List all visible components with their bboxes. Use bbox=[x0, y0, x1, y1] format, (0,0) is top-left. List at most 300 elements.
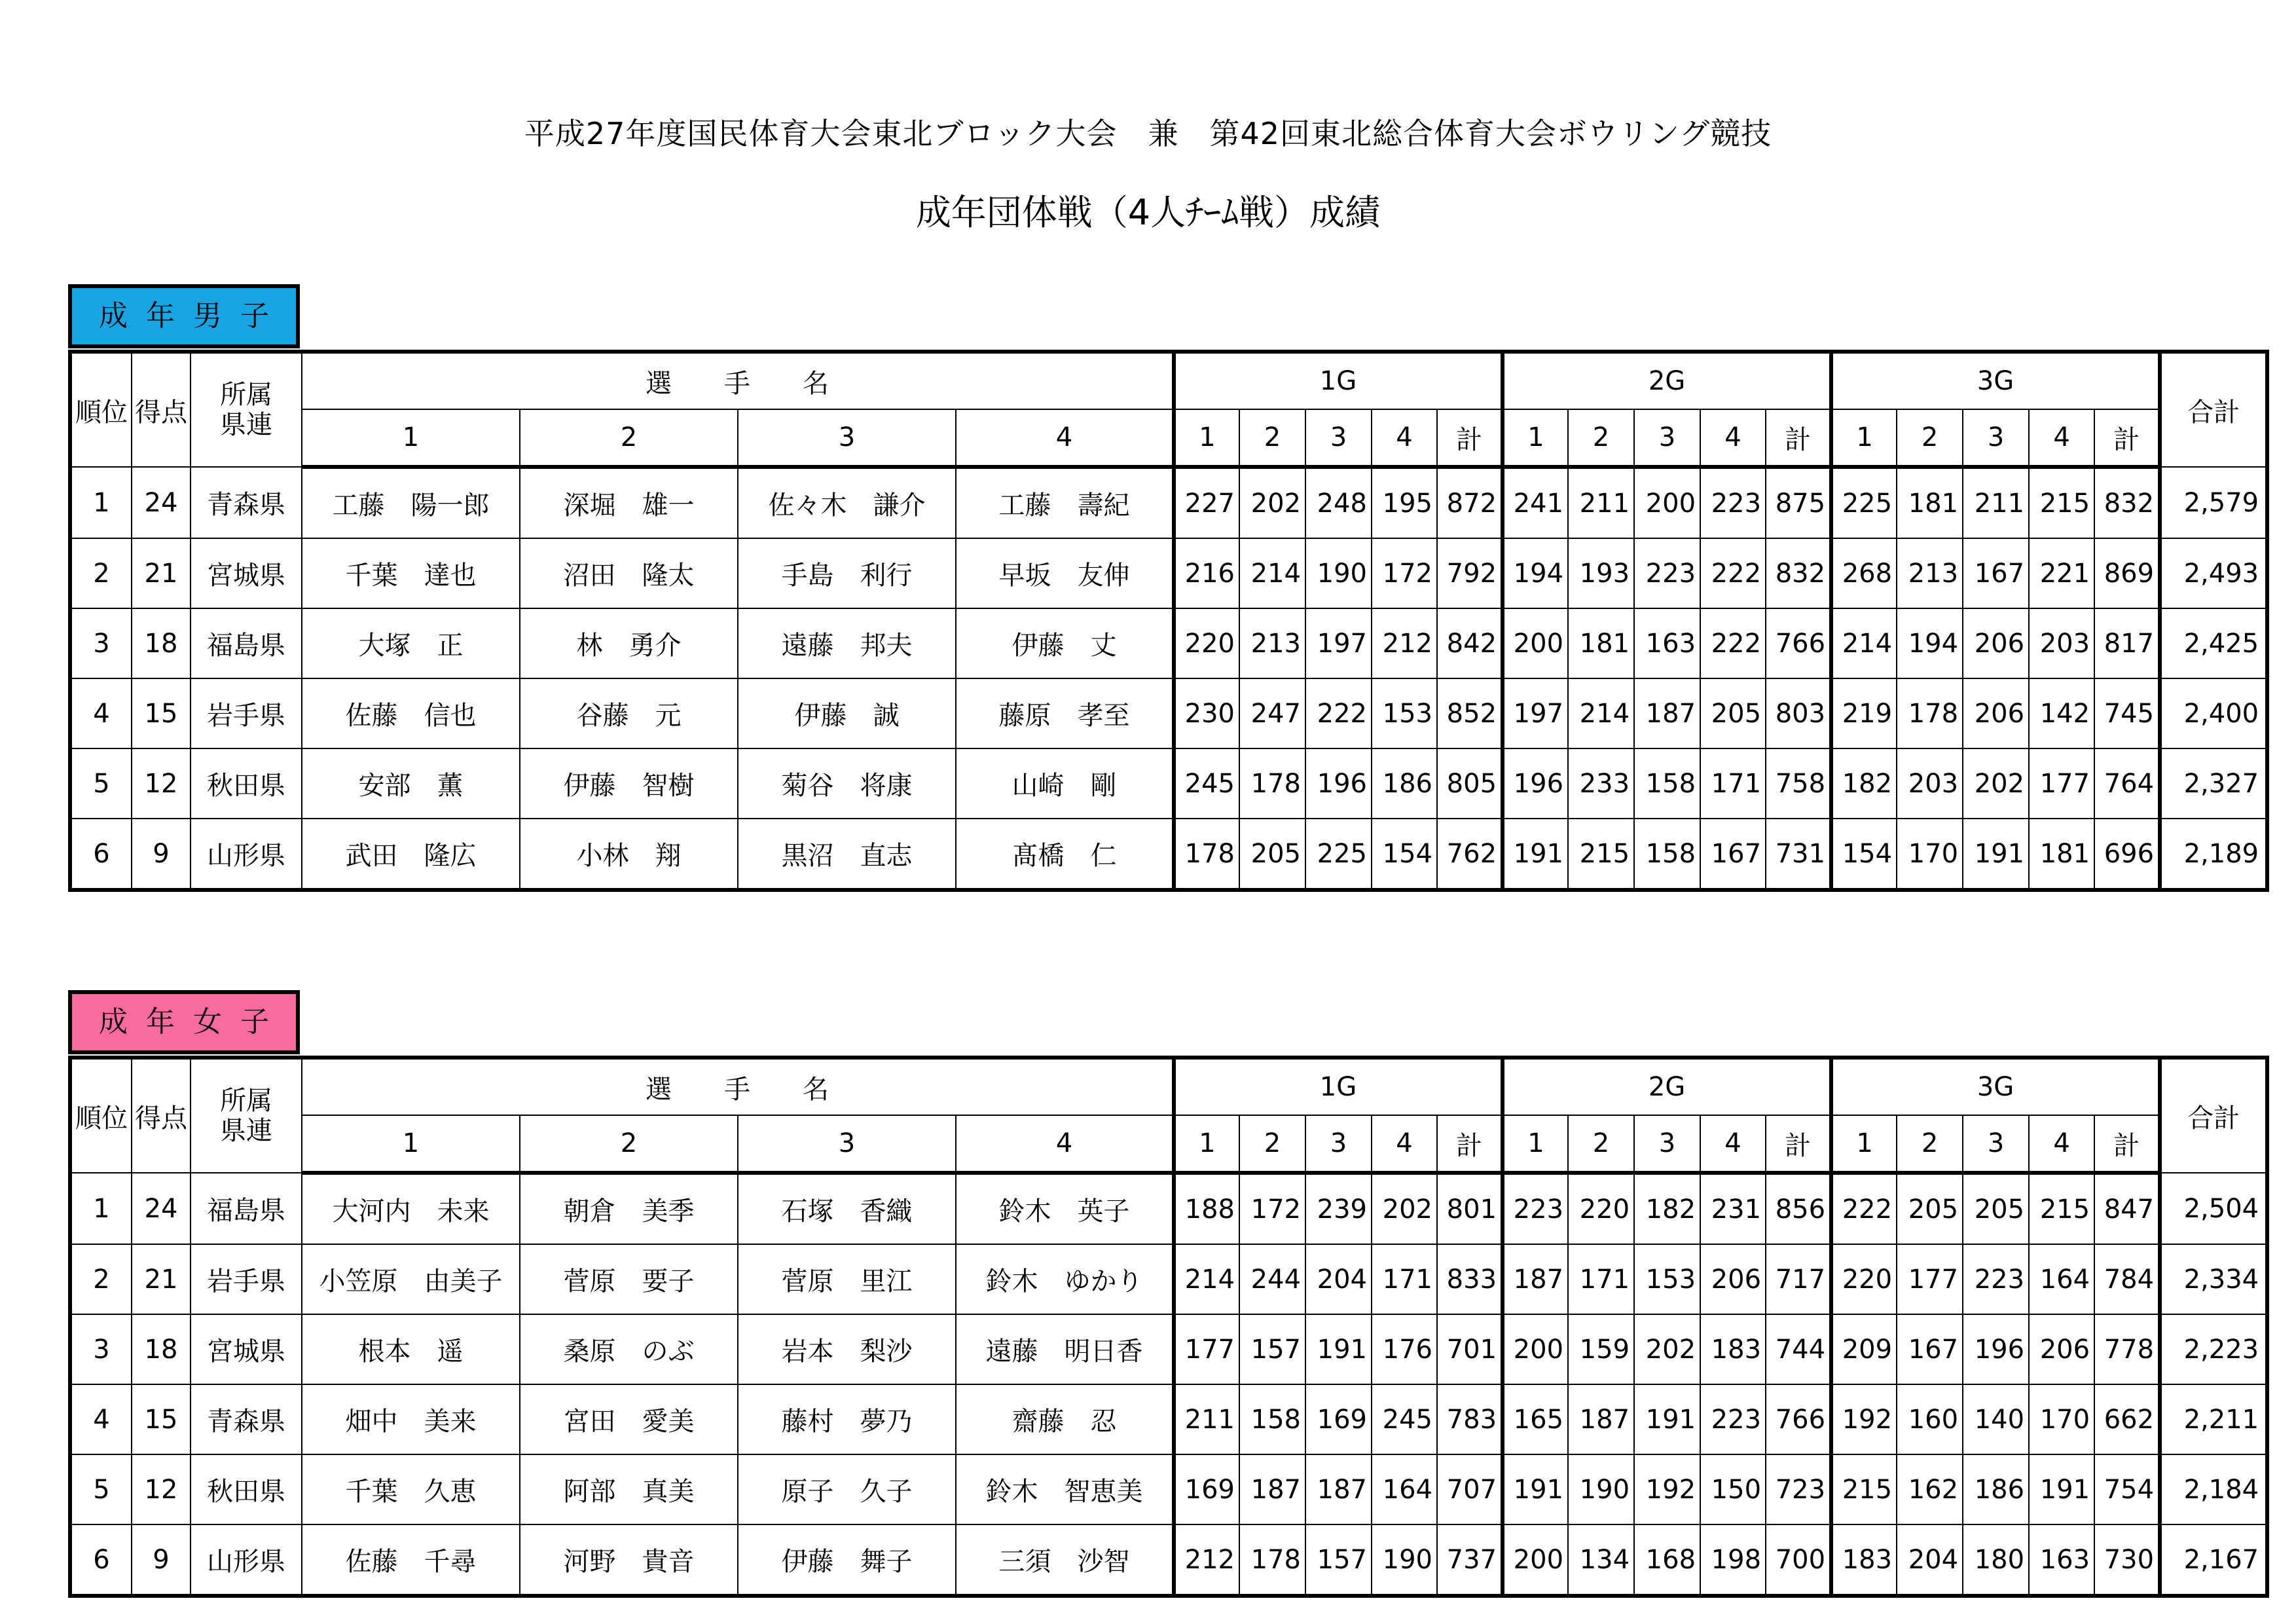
game-score-cell: 190 bbox=[1372, 1524, 1437, 1596]
header-player-1: 1 bbox=[302, 409, 520, 467]
game-score-cell: 180 bbox=[1963, 1524, 2029, 1596]
player-surname: 小林 bbox=[576, 841, 629, 871]
header-game1-player-4: 4 bbox=[1372, 1115, 1437, 1173]
game-score-cell: 164 bbox=[2029, 1244, 2094, 1314]
game-score-cell: 193 bbox=[1568, 538, 1634, 608]
prefecture-cell: 青森県 bbox=[191, 1384, 302, 1454]
player-name-cell bbox=[302, 1524, 520, 1596]
player-given-name: 貴音 bbox=[642, 1547, 695, 1577]
game-score-cell: 181 bbox=[1568, 608, 1634, 678]
game-score-cell: 211 bbox=[1568, 467, 1634, 538]
header-game3-player-4: 4 bbox=[2029, 1115, 2094, 1173]
game-score-cell: 215 bbox=[2029, 1173, 2094, 1244]
player-surname: 山崎 bbox=[1011, 771, 1065, 801]
game-score-cell: 165 bbox=[1503, 1384, 1568, 1454]
player-name-cell bbox=[738, 538, 956, 608]
game-score-cell: 158 bbox=[1634, 819, 1700, 890]
player-given-name: 沙智 bbox=[1077, 1547, 1130, 1577]
player-name-cell bbox=[956, 1244, 1174, 1314]
header-game1-player-2: 2 bbox=[1239, 409, 1305, 467]
game-score-cell: 209 bbox=[1831, 1314, 1897, 1384]
game-score-cell: 158 bbox=[1239, 1384, 1305, 1454]
player-given-name: ゆかり bbox=[1064, 1266, 1143, 1297]
game-score-cell: 154 bbox=[1372, 819, 1437, 890]
player-name-cell bbox=[520, 1454, 738, 1524]
game-score-cell: 205 bbox=[1700, 678, 1766, 748]
game-score-cell: 169 bbox=[1305, 1384, 1372, 1454]
game-score-cell: 198 bbox=[1700, 1524, 1766, 1596]
game-score-cell: 214 bbox=[1239, 538, 1305, 608]
table-row bbox=[70, 1384, 2267, 1454]
player-surname: 伊藤 bbox=[563, 771, 616, 801]
game-sum-cell: 764 bbox=[2094, 748, 2160, 819]
player-surname: 朝倉 bbox=[563, 1196, 616, 1227]
player-given-name: 利行 bbox=[860, 561, 913, 591]
game-score-cell: 211 bbox=[1963, 467, 2029, 538]
game-score-cell: 214 bbox=[1568, 678, 1634, 748]
player-surname: 武田 bbox=[345, 841, 398, 871]
game-score-cell: 245 bbox=[1174, 748, 1239, 819]
rank-cell: 4 bbox=[70, 1384, 132, 1454]
player-name-cell bbox=[302, 1244, 520, 1314]
player-surname: 原子 bbox=[781, 1477, 834, 1507]
player-surname: 伊藤 bbox=[794, 701, 847, 731]
header-game1-player-3: 3 bbox=[1305, 409, 1372, 467]
player-name-cell bbox=[738, 1314, 956, 1384]
game-score-cell: 206 bbox=[1963, 608, 2029, 678]
player-surname: 阿部 bbox=[563, 1477, 616, 1507]
player-surname: 菅原 bbox=[781, 1266, 834, 1297]
game-sum-cell: 744 bbox=[1766, 1314, 1831, 1384]
player-name-cell bbox=[302, 1314, 520, 1384]
game-score-cell: 183 bbox=[1831, 1524, 1897, 1596]
player-surname: 三須 bbox=[998, 1547, 1051, 1577]
game-sum-cell: 731 bbox=[1766, 819, 1831, 890]
player-given-name: 元 bbox=[655, 701, 682, 731]
game-score-cell: 194 bbox=[1897, 608, 1963, 678]
game-sum-cell: 700 bbox=[1766, 1524, 1831, 1596]
game-score-cell: 206 bbox=[1963, 678, 2029, 748]
header-players: 選 手 名 bbox=[302, 352, 1174, 409]
header-game1-player-4: 4 bbox=[1372, 409, 1437, 467]
player-surname: 沼田 bbox=[563, 561, 616, 591]
game-sum-cell: 801 bbox=[1437, 1173, 1503, 1244]
player-name-cell bbox=[520, 819, 738, 890]
header-game3-player-2: 2 bbox=[1897, 409, 1963, 467]
table-row bbox=[70, 678, 2267, 748]
player-surname: 髙橋 bbox=[1011, 841, 1065, 871]
player-name-cell bbox=[520, 1314, 738, 1384]
prefecture-cell: 青森県 bbox=[191, 467, 302, 538]
game-score-cell: 168 bbox=[1634, 1524, 1700, 1596]
game-score-cell: 241 bbox=[1503, 467, 1568, 538]
game-score-cell: 233 bbox=[1568, 748, 1634, 819]
game-score-cell: 202 bbox=[1634, 1314, 1700, 1384]
game-sum-cell: 842 bbox=[1437, 608, 1503, 678]
game-score-cell: 223 bbox=[1634, 538, 1700, 608]
section-label-men: 成年男子 bbox=[68, 284, 300, 348]
game-score-cell: 223 bbox=[1700, 467, 1766, 538]
header-player-1: 1 bbox=[302, 1115, 520, 1173]
game-score-cell: 170 bbox=[1897, 819, 1963, 890]
game-sum-cell: 869 bbox=[2094, 538, 2160, 608]
game-score-cell: 187 bbox=[1239, 1454, 1305, 1524]
game-sum-cell: 717 bbox=[1766, 1244, 1831, 1314]
game-score-cell: 191 bbox=[1503, 1454, 1568, 1524]
points-cell: 9 bbox=[132, 1524, 191, 1596]
game-sum-cell: 832 bbox=[2094, 467, 2160, 538]
game-sum-cell: 778 bbox=[2094, 1314, 2160, 1384]
player-given-name: 智樹 bbox=[642, 771, 695, 801]
game-score-cell: 223 bbox=[1700, 1384, 1766, 1454]
player-surname: 畑中 bbox=[345, 1407, 398, 1437]
table-row bbox=[70, 819, 2267, 890]
game-score-cell: 159 bbox=[1568, 1314, 1634, 1384]
player-given-name: 千尋 bbox=[424, 1547, 477, 1577]
game-score-cell: 202 bbox=[1372, 1173, 1437, 1244]
game-score-cell: 153 bbox=[1634, 1244, 1700, 1314]
player-surname: 佐藤 bbox=[345, 701, 398, 731]
game-score-cell: 219 bbox=[1831, 678, 1897, 748]
header-game3-player-3: 3 bbox=[1963, 409, 2029, 467]
game-score-cell: 178 bbox=[1174, 819, 1239, 890]
game-score-cell: 188 bbox=[1174, 1173, 1239, 1244]
player-name-cell bbox=[956, 1524, 1174, 1596]
player-given-name: 由美子 bbox=[424, 1266, 503, 1297]
total-score-cell: 2,504 bbox=[2160, 1173, 2267, 1244]
game-score-cell: 140 bbox=[1963, 1384, 2029, 1454]
header-game2-sum: 計 bbox=[1766, 1115, 1831, 1173]
header-game1: 1G bbox=[1174, 1058, 1503, 1115]
header-player-4: 4 bbox=[956, 1115, 1174, 1173]
player-name-cell bbox=[520, 748, 738, 819]
points-cell: 15 bbox=[132, 1384, 191, 1454]
player-surname: 小笠原 bbox=[319, 1266, 398, 1297]
player-given-name: 陽一郎 bbox=[410, 490, 490, 521]
game-score-cell: 215 bbox=[2029, 467, 2094, 538]
player-name-cell bbox=[738, 1524, 956, 1596]
game-score-cell: 223 bbox=[1503, 1173, 1568, 1244]
player-surname: 伊藤 bbox=[781, 1547, 834, 1577]
game-score-cell: 222 bbox=[1305, 678, 1372, 748]
header-points: 得点 bbox=[132, 352, 191, 467]
game-score-cell: 167 bbox=[1897, 1314, 1963, 1384]
header-total: 合計 bbox=[2160, 1058, 2267, 1173]
prefecture-cell: 岩手県 bbox=[191, 1244, 302, 1314]
game-score-cell: 239 bbox=[1305, 1173, 1372, 1244]
player-given-name: 仁 bbox=[1090, 841, 1117, 871]
game-score-cell: 205 bbox=[1897, 1173, 1963, 1244]
player-name-cell bbox=[302, 678, 520, 748]
game-score-cell: 200 bbox=[1503, 608, 1568, 678]
game-score-cell: 244 bbox=[1239, 1244, 1305, 1314]
player-given-name: 達也 bbox=[424, 561, 477, 591]
player-name-cell bbox=[738, 1173, 956, 1244]
header-game3-player-1: 1 bbox=[1831, 1115, 1897, 1173]
player-name-cell bbox=[956, 1314, 1174, 1384]
header-prefecture bbox=[191, 352, 302, 467]
player-given-name: 英子 bbox=[1077, 1196, 1130, 1227]
game-score-cell: 215 bbox=[1568, 819, 1634, 890]
player-given-name: 隆広 bbox=[424, 841, 477, 871]
game-score-cell: 195 bbox=[1372, 467, 1437, 538]
game-sum-cell: 803 bbox=[1766, 678, 1831, 748]
player-given-name: 明日香 bbox=[1064, 1337, 1143, 1367]
total-score-cell: 2,167 bbox=[2160, 1524, 2267, 1596]
game-sum-cell: 856 bbox=[1766, 1173, 1831, 1244]
game-sum-cell: 766 bbox=[1766, 608, 1831, 678]
player-given-name: 誠 bbox=[873, 701, 900, 731]
header-game2-player-2: 2 bbox=[1568, 409, 1634, 467]
game-score-cell: 191 bbox=[1305, 1314, 1372, 1384]
total-score-cell: 2,211 bbox=[2160, 1384, 2267, 1454]
player-name-cell bbox=[738, 467, 956, 538]
table-row bbox=[70, 1244, 2267, 1314]
rank-cell: 4 bbox=[70, 678, 132, 748]
game-score-cell: 248 bbox=[1305, 467, 1372, 538]
game-score-cell: 212 bbox=[1174, 1524, 1239, 1596]
game-score-cell: 157 bbox=[1305, 1524, 1372, 1596]
game-sum-cell: 792 bbox=[1437, 538, 1503, 608]
player-name-cell bbox=[302, 1384, 520, 1454]
game-score-cell: 190 bbox=[1305, 538, 1372, 608]
game-score-cell: 178 bbox=[1239, 1524, 1305, 1596]
game-score-cell: 157 bbox=[1239, 1314, 1305, 1384]
table-row bbox=[70, 748, 2267, 819]
player-name-cell bbox=[302, 1173, 520, 1244]
prefecture-cell: 福島県 bbox=[191, 1173, 302, 1244]
player-given-name: 梨沙 bbox=[860, 1337, 913, 1367]
rank-cell: 1 bbox=[70, 1173, 132, 1244]
game-sum-cell: 737 bbox=[1437, 1524, 1503, 1596]
player-given-name: 正 bbox=[437, 631, 464, 661]
player-given-name: 将康 bbox=[860, 771, 913, 801]
game-sum-cell: 762 bbox=[1437, 819, 1503, 890]
player-given-name: 翔 bbox=[655, 841, 682, 871]
results-table-women bbox=[68, 1056, 2269, 1598]
header-game3-sum: 計 bbox=[2094, 409, 2160, 467]
game-score-cell: 196 bbox=[1305, 748, 1372, 819]
player-name-cell bbox=[520, 1244, 738, 1314]
player-surname: 早坂 bbox=[998, 561, 1051, 591]
game-sum-cell: 723 bbox=[1766, 1454, 1831, 1524]
game-score-cell: 211 bbox=[1174, 1384, 1239, 1454]
game-score-cell: 150 bbox=[1700, 1454, 1766, 1524]
player-name-cell bbox=[738, 1454, 956, 1524]
rank-cell: 6 bbox=[70, 819, 132, 890]
player-given-name: 信也 bbox=[424, 701, 477, 731]
game-score-cell: 162 bbox=[1897, 1454, 1963, 1524]
points-cell: 21 bbox=[132, 538, 191, 608]
header-game2-player-4: 4 bbox=[1700, 1115, 1766, 1173]
player-given-name: 久恵 bbox=[424, 1477, 477, 1507]
player-name-cell bbox=[520, 1524, 738, 1596]
game-sum-cell: 833 bbox=[1437, 1244, 1503, 1314]
header-game2-player-2: 2 bbox=[1568, 1115, 1634, 1173]
header-game1-player-1: 1 bbox=[1174, 1115, 1239, 1173]
table-row bbox=[70, 538, 2267, 608]
game-score-cell: 197 bbox=[1503, 678, 1568, 748]
header-game2-player-1: 1 bbox=[1503, 1115, 1568, 1173]
player-given-name: 勇介 bbox=[629, 631, 682, 661]
rank-cell: 3 bbox=[70, 608, 132, 678]
header-game2-player-3: 3 bbox=[1634, 409, 1700, 467]
player-name-cell bbox=[520, 1173, 738, 1244]
game-score-cell: 214 bbox=[1831, 608, 1897, 678]
game-score-cell: 206 bbox=[2029, 1314, 2094, 1384]
game-score-cell: 227 bbox=[1174, 467, 1239, 538]
game-sum-cell: 783 bbox=[1437, 1384, 1503, 1454]
player-surname: 工藤 bbox=[332, 490, 385, 521]
player-surname: 千葉 bbox=[345, 1477, 398, 1507]
player-surname: 宮田 bbox=[563, 1407, 616, 1437]
points-cell: 9 bbox=[132, 819, 191, 890]
game-score-cell: 220 bbox=[1831, 1244, 1897, 1314]
game-score-cell: 160 bbox=[1897, 1384, 1963, 1454]
player-given-name: 丈 bbox=[1090, 631, 1117, 661]
player-name-cell bbox=[520, 608, 738, 678]
game-score-cell: 268 bbox=[1831, 538, 1897, 608]
game-sum-cell: 817 bbox=[2094, 608, 2160, 678]
table-row bbox=[70, 467, 2267, 538]
player-given-name: 遥 bbox=[437, 1337, 464, 1367]
header-game2-player-1: 1 bbox=[1503, 409, 1568, 467]
game-score-cell: 230 bbox=[1174, 678, 1239, 748]
game-score-cell: 220 bbox=[1174, 608, 1239, 678]
game-score-cell: 169 bbox=[1174, 1454, 1239, 1524]
player-name-cell bbox=[956, 1454, 1174, 1524]
header-total: 合計 bbox=[2160, 352, 2267, 467]
game-score-cell: 197 bbox=[1305, 608, 1372, 678]
total-score-cell: 2,579 bbox=[2160, 467, 2267, 538]
player-given-name: 舞子 bbox=[860, 1547, 913, 1577]
player-surname: 黒沼 bbox=[781, 841, 834, 871]
game-score-cell: 187 bbox=[1568, 1384, 1634, 1454]
player-surname: 鈴木 bbox=[998, 1196, 1051, 1227]
game-score-cell: 190 bbox=[1568, 1454, 1634, 1524]
header-game3-player-3: 3 bbox=[1963, 1115, 2029, 1173]
player-name-cell bbox=[956, 1173, 1174, 1244]
document-title: 平成27年度国民体育大会東北ブロック大会 兼 第42回東北総合体育大会ボウリング競技 bbox=[524, 116, 1772, 151]
header-player-3: 3 bbox=[738, 409, 956, 467]
game-sum-cell: 758 bbox=[1766, 748, 1831, 819]
player-name-cell bbox=[956, 678, 1174, 748]
header-game3-player-1: 1 bbox=[1831, 409, 1897, 467]
player-given-name: 美来 bbox=[424, 1407, 477, 1437]
game-score-cell: 171 bbox=[1568, 1244, 1634, 1314]
game-score-cell: 158 bbox=[1634, 748, 1700, 819]
player-name-cell bbox=[738, 819, 956, 890]
header-game1-player-1: 1 bbox=[1174, 409, 1239, 467]
points-cell: 18 bbox=[132, 608, 191, 678]
game-score-cell: 191 bbox=[1503, 819, 1568, 890]
game-score-cell: 192 bbox=[1831, 1384, 1897, 1454]
total-score-cell: 2,400 bbox=[2160, 678, 2267, 748]
game-score-cell: 204 bbox=[1897, 1524, 1963, 1596]
game-score-cell: 200 bbox=[1503, 1314, 1568, 1384]
header-game1: 1G bbox=[1174, 352, 1503, 409]
game-score-cell: 245 bbox=[1372, 1384, 1437, 1454]
player-name-cell bbox=[956, 819, 1174, 890]
header-game3-player-2: 2 bbox=[1897, 1115, 1963, 1173]
header-prefecture-line2: 県連 bbox=[220, 410, 272, 440]
header-game3: 3G bbox=[1831, 352, 2160, 409]
game-score-cell: 221 bbox=[2029, 538, 2094, 608]
total-score-cell: 2,327 bbox=[2160, 748, 2267, 819]
player-name-cell bbox=[302, 1454, 520, 1524]
game-score-cell: 187 bbox=[1634, 678, 1700, 748]
rank-cell: 6 bbox=[70, 1524, 132, 1596]
prefecture-cell: 秋田県 bbox=[191, 1454, 302, 1524]
game-sum-cell: 754 bbox=[2094, 1454, 2160, 1524]
game-score-cell: 164 bbox=[1372, 1454, 1437, 1524]
prefecture-cell: 福島県 bbox=[191, 608, 302, 678]
player-given-name: のぶ bbox=[642, 1337, 695, 1367]
game-score-cell: 216 bbox=[1174, 538, 1239, 608]
total-score-cell: 2,334 bbox=[2160, 1244, 2267, 1314]
prefecture-cell: 岩手県 bbox=[191, 678, 302, 748]
game-sum-cell: 784 bbox=[2094, 1244, 2160, 1314]
game-score-cell: 187 bbox=[1305, 1454, 1372, 1524]
player-surname: 河野 bbox=[563, 1547, 616, 1577]
game-score-cell: 203 bbox=[2029, 608, 2094, 678]
header-prefecture bbox=[191, 1058, 302, 1173]
header-game3-player-4: 4 bbox=[2029, 409, 2094, 467]
header-game2-sum: 計 bbox=[1766, 409, 1831, 467]
game-score-cell: 203 bbox=[1897, 748, 1963, 819]
player-surname: 鈴木 bbox=[985, 1266, 1038, 1297]
player-surname: 工藤 bbox=[998, 490, 1051, 521]
prefecture-cell: 秋田県 bbox=[191, 748, 302, 819]
total-score-cell: 2,184 bbox=[2160, 1454, 2267, 1524]
player-surname: 遠藤 bbox=[985, 1337, 1038, 1367]
game-score-cell: 178 bbox=[1239, 748, 1305, 819]
game-score-cell: 182 bbox=[1634, 1173, 1700, 1244]
game-score-cell: 163 bbox=[2029, 1524, 2094, 1596]
game-score-cell: 213 bbox=[1897, 538, 1963, 608]
total-score-cell: 2,189 bbox=[2160, 819, 2267, 890]
player-surname: 桑原 bbox=[563, 1337, 616, 1367]
player-name-cell bbox=[956, 748, 1174, 819]
points-cell: 21 bbox=[132, 1244, 191, 1314]
game-score-cell: 183 bbox=[1700, 1314, 1766, 1384]
player-surname: 千葉 bbox=[345, 561, 398, 591]
player-surname: 岩本 bbox=[781, 1337, 834, 1367]
player-surname: 深堀 bbox=[563, 490, 616, 521]
player-name-cell bbox=[520, 538, 738, 608]
game-sum-cell: 696 bbox=[2094, 819, 2160, 890]
header-game1-player-2: 2 bbox=[1239, 1115, 1305, 1173]
player-given-name: 久子 bbox=[860, 1477, 913, 1507]
game-score-cell: 186 bbox=[1372, 748, 1437, 819]
game-sum-cell: 730 bbox=[2094, 1524, 2160, 1596]
player-surname: 林 bbox=[576, 631, 603, 661]
player-given-name: 隆太 bbox=[642, 561, 695, 591]
player-name-cell bbox=[302, 608, 520, 678]
header-points: 得点 bbox=[132, 1058, 191, 1173]
table-row bbox=[70, 1173, 2267, 1244]
player-name-cell bbox=[738, 748, 956, 819]
header-prefecture-line2: 県連 bbox=[220, 1116, 272, 1146]
rank-cell: 1 bbox=[70, 467, 132, 538]
player-name-cell bbox=[302, 819, 520, 890]
game-sum-cell: 847 bbox=[2094, 1173, 2160, 1244]
player-given-name: 智恵美 bbox=[1064, 1477, 1143, 1507]
game-score-cell: 225 bbox=[1305, 819, 1372, 890]
header-game2: 2G bbox=[1503, 1058, 1831, 1115]
prefecture-cell: 宮城県 bbox=[191, 538, 302, 608]
game-score-cell: 220 bbox=[1568, 1173, 1634, 1244]
